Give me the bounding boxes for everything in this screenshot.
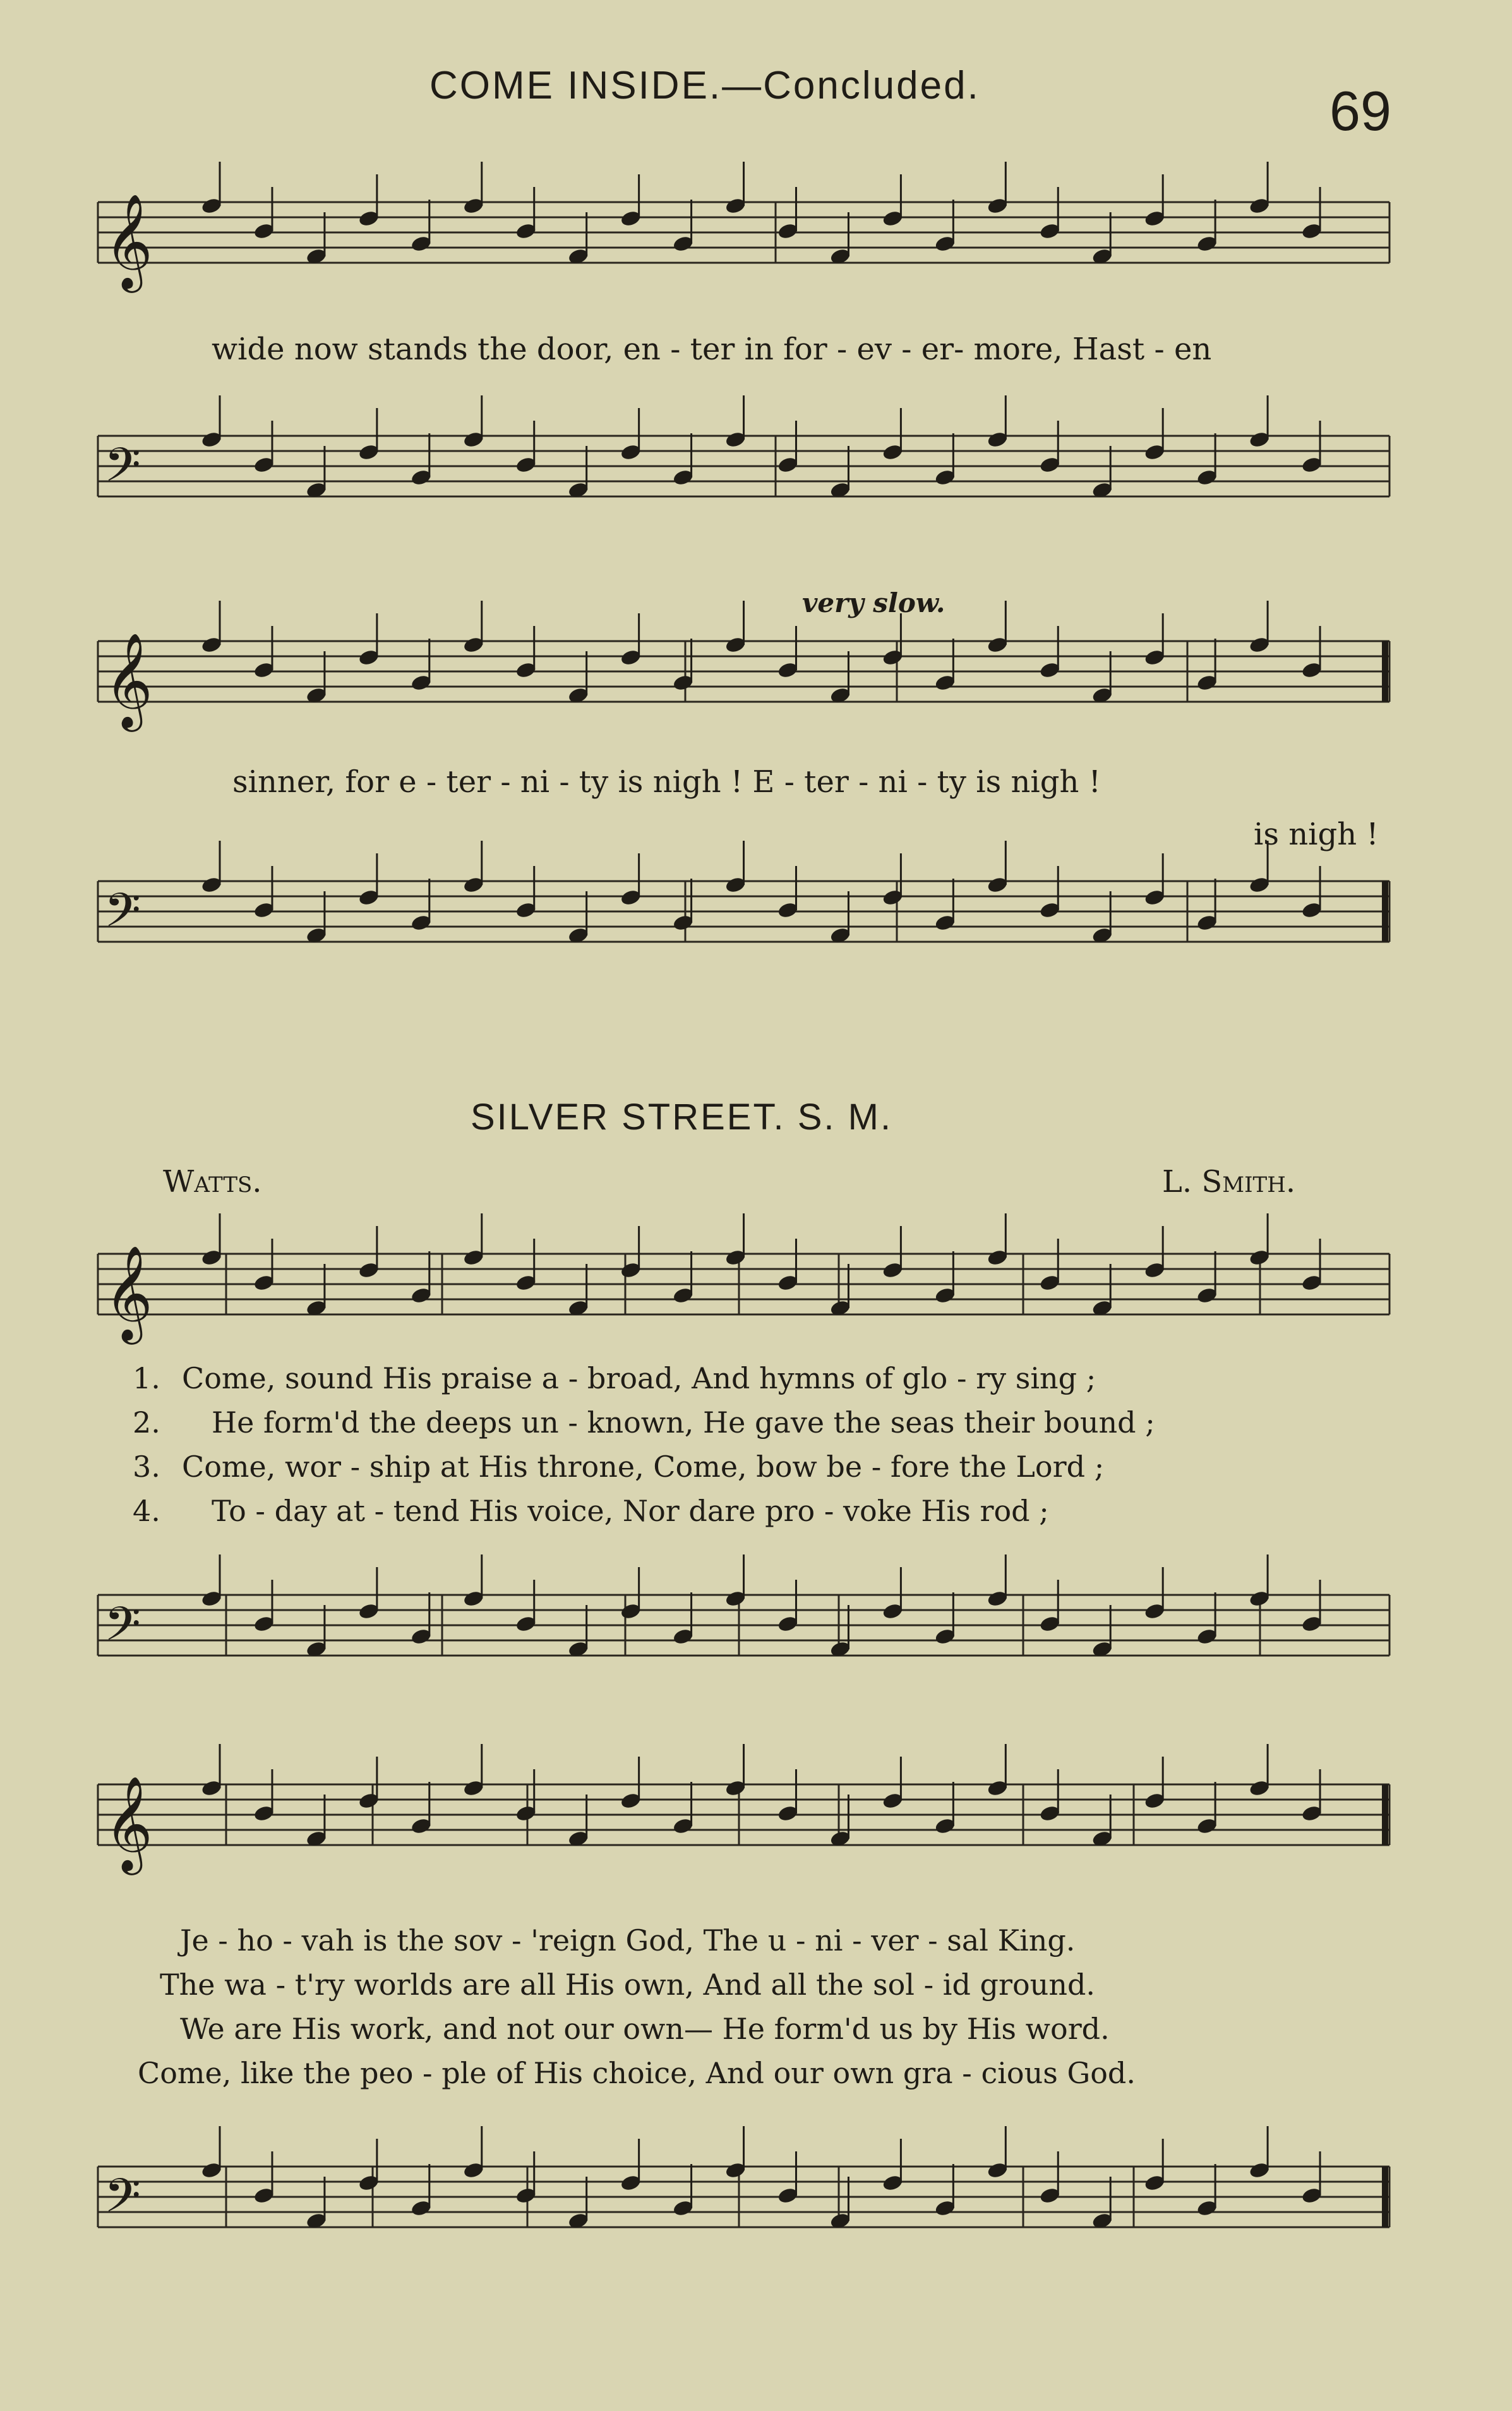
music-credit: L. Smith.: [1162, 1164, 1296, 1199]
svg-text:𝄞: 𝄞: [104, 1244, 153, 1340]
svg-text:𝄢: 𝄢: [104, 1597, 141, 1663]
verse-line-1a: 1. Come, sound His praise a - broad, And hymns of glo - ry sing ;: [133, 1361, 1096, 1395]
page-header-title: COME INSIDE.—Concluded.: [429, 64, 980, 107]
svg-text:𝄞: 𝄞: [104, 1775, 153, 1871]
come-inside-lyrics-1: wide now stands the door, en - ter in for - ev - er- more, Hast - en: [212, 332, 1212, 367]
svg-text:𝄞: 𝄞: [104, 632, 153, 728]
svg-text:𝄢: 𝄢: [104, 438, 141, 504]
svg-text:𝄢: 𝄢: [104, 2168, 141, 2235]
verse-line-2a: 2. He form'd the deeps un - known, He gave the seas their bound ;: [133, 1405, 1155, 1440]
verse-line-3a: 3. Come, wor - ship at His throne, Come, bow be - fore the Lord ;: [133, 1450, 1105, 1484]
page-number: 69: [1329, 80, 1391, 142]
tempo-marking: very slow.: [802, 587, 945, 618]
come-inside-lyrics-echo: is nigh !: [1254, 817, 1379, 852]
verse-line-2b: The wa - t'ry worlds are all His own, And all the sol - id ground.: [160, 1968, 1096, 2002]
verse-line-4b: Come, like the peo - ple of His choice, And our own gra - cious God.: [138, 2056, 1136, 2090]
song-title: SILVER STREET. S. M.: [471, 1097, 893, 1138]
words-credit: Watts.: [163, 1164, 262, 1199]
verse-line-3b: We are His work, and not our own— He form'd us by His word.: [180, 2012, 1110, 2046]
verse-line-1b: Je - ho - vah is the sov - 'reign God, The u - ni - ver - sal King.: [180, 1923, 1076, 1957]
verse-line-4a: 4. To - day at - tend His voice, Nor dare pro - voke His rod ;: [133, 1494, 1049, 1528]
come-inside-lyrics-2: sinner, for e - ter - ni - ty is nigh ! E - ter - ni - ty is nigh !: [232, 764, 1101, 800]
svg-text:𝄞: 𝄞: [104, 193, 153, 289]
svg-text:𝄢: 𝄢: [104, 883, 141, 949]
